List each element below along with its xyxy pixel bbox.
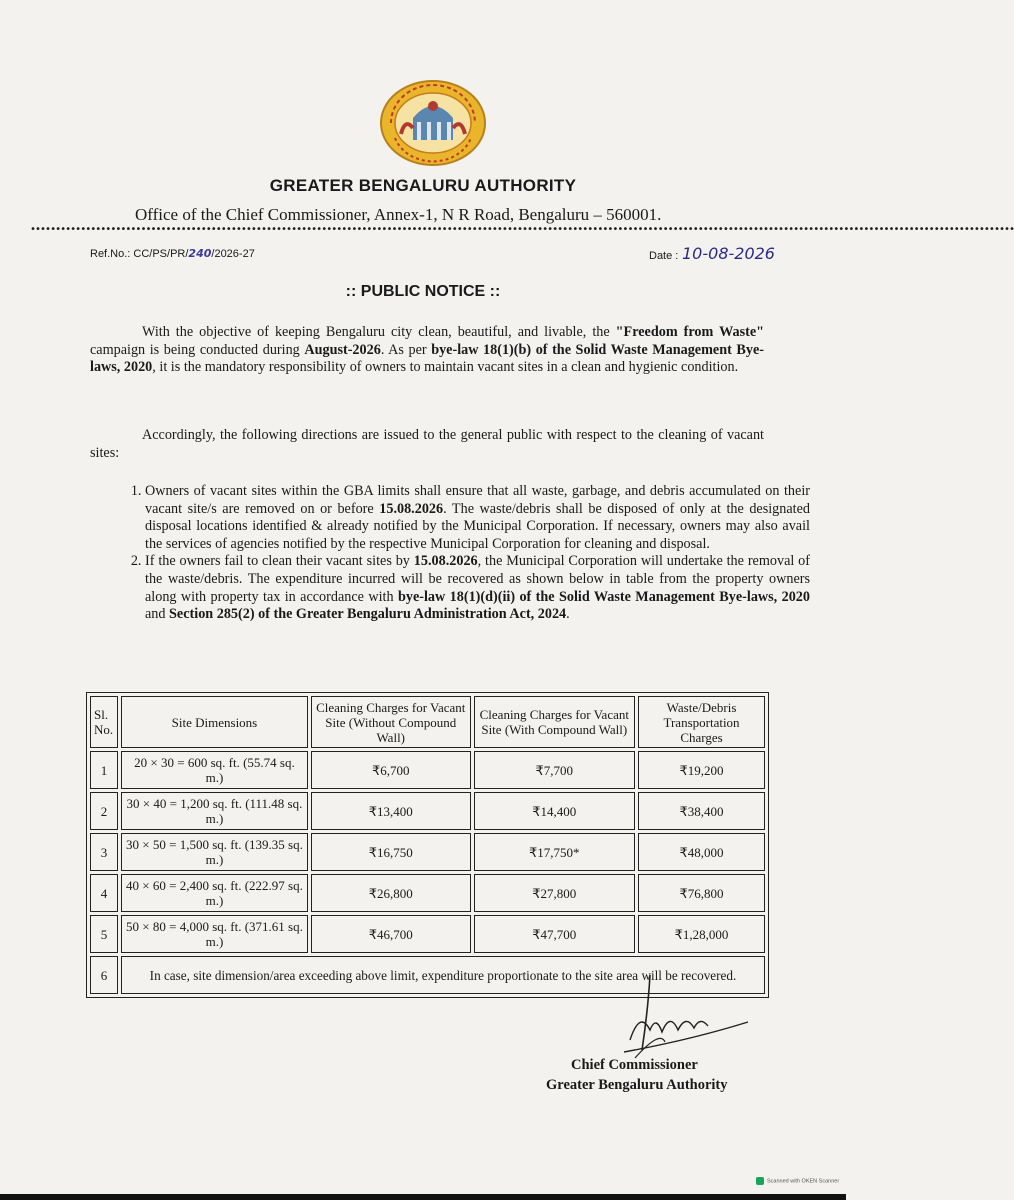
cell-dimension: 40 × 60 = 2,400 sq. ft. (222.97 sq. m.) xyxy=(121,874,308,912)
table-row xyxy=(90,792,765,830)
cell-sl: 5 xyxy=(90,915,118,953)
cell-dimension: 30 × 50 = 1,500 sq. ft. (139.35 sq. m.) xyxy=(121,833,308,871)
ref-suffix: /2026-27 xyxy=(211,248,255,260)
ref-prefix: Ref.No.: CC/PS/PR/ xyxy=(90,248,189,260)
cell-sl: 6 xyxy=(90,956,118,994)
signature-scribble xyxy=(590,970,750,1060)
bottom-edge-bar xyxy=(0,1194,846,1200)
cell-transport: ₹38,400 xyxy=(638,792,765,830)
signatory-title: Chief Commissioner xyxy=(571,1057,698,1073)
cell-dimension: 50 × 80 = 4,000 sq. ft. (371.61 sq. m.) xyxy=(121,915,308,953)
paragraph-directions: Accordingly, the following directions are issued to the general public with respect to the cleaning of vacant sites: xyxy=(90,427,764,461)
notice-title: :: PUBLIC NOTICE :: xyxy=(345,283,501,300)
table-row xyxy=(90,833,765,871)
reference-number xyxy=(90,247,255,260)
dotted-divider: •••••••••••••••••••••••••••••••••••••••••••••••••••••••••••••••••••••••••••••••••••••••••••••••••••••••••••••••••••••••••••••••••••••••••••••••••••••••••••••••••••••••••••••••••••••••••••••••••••• xyxy=(30,224,1014,235)
cell-sl: 4 xyxy=(90,874,118,912)
org-title: GREATER BENGALURU AUTHORITY xyxy=(269,176,577,195)
charges-table xyxy=(86,692,769,998)
cell-transport: ₹48,000 xyxy=(638,833,765,871)
header-charges-without-wall: Cleaning Charges for Vacant Site (Without Compound Wall) xyxy=(311,696,471,748)
table-row xyxy=(90,874,765,912)
cell-without-wall: ₹16,750 xyxy=(311,833,471,871)
scanner-watermark: Scanned with OKEN Scanner xyxy=(756,1177,839,1185)
office-address: Office of the Chief Commissioner, Annex-1, N R Road, Bengaluru – 560001. xyxy=(135,205,662,224)
cell-with-wall: ₹14,400 xyxy=(474,792,636,830)
direction-item-2: 2. If the owners fail to clean their vacant sites by 15.08.2026, the Municipal Corporation will undertake the removal of the waste/debris. The expenditure incurred will be recovered as shown below in table from the property owners along with property tax in accordance with bye-law 18(1)(d)(ii) of the Solid Waste Management Bye-laws, 2020 and Section 285(2) of the Greater Bengaluru Administration Act, 2024. xyxy=(145,553,810,623)
date-label: Date : xyxy=(649,250,679,262)
date-handwritten: 10-08-2026 xyxy=(682,244,775,263)
cell-transport: ₹1,28,000 xyxy=(638,915,765,953)
cell-without-wall: ₹6,700 xyxy=(311,751,471,789)
direction-item-1: 1. Owners of vacant sites within the GBA limits shall ensure that all waste, garbage, and debris accumulated on their vacant site/s are removed on or before 15.08.2026. The waste/debris shall be disposed of only at the designated disposal locations identified & already notified by the Municipal Corporation. If necessary, owners may also avail the services of agencies notified by the respective Municipal Corporation for cleaning and disposal. xyxy=(145,483,810,553)
cell-without-wall: ₹13,400 xyxy=(311,792,471,830)
cell-sl: 2 xyxy=(90,792,118,830)
cell-with-wall: ₹27,800 xyxy=(474,874,636,912)
cell-dimension: 20 × 30 = 600 sq. ft. (55.74 sq. m.) xyxy=(121,751,308,789)
header-transport-charges: Waste/Debris Transportation Charges xyxy=(638,696,765,748)
header-charges-with-wall: Cleaning Charges for Vacant Site (With Compound Wall) xyxy=(474,696,636,748)
cell-sl: 1 xyxy=(90,751,118,789)
scanner-logo-icon xyxy=(756,1177,764,1185)
cell-note: In case, site dimension/area exceeding above limit, expenditure proportionate to the site area will be recovered. xyxy=(121,956,765,994)
paragraph-intro: With the objective of keeping Bengaluru city clean, beautiful, and livable, the "Freedom from Waste" campaign is being conducted during August-2026. As per bye-law 18(1)(b) of the Solid Waste Management Bye-laws, 2020, it is the mandatory responsibility of owners to maintain vacant sites in a clean and hygienic condition. xyxy=(90,324,764,376)
cell-transport: ₹19,200 xyxy=(638,751,765,789)
cell-transport: ₹76,800 xyxy=(638,874,765,912)
cell-sl: 3 xyxy=(90,833,118,871)
header-site-dimensions: Site Dimensions xyxy=(121,696,308,748)
cell-without-wall: ₹46,700 xyxy=(311,915,471,953)
cell-without-wall: ₹26,800 xyxy=(311,874,471,912)
table-row xyxy=(90,751,765,789)
table-header-row xyxy=(90,696,765,748)
header-sl-no: Sl. No. xyxy=(90,696,118,748)
signatory-organization: Greater Bengaluru Authority xyxy=(546,1077,728,1093)
cell-with-wall: ₹47,700 xyxy=(474,915,636,953)
table-row xyxy=(90,915,765,953)
directions-list xyxy=(100,483,810,624)
ref-handwritten-number: 240 xyxy=(188,247,212,260)
cell-dimension: 30 × 40 = 1,200 sq. ft. (111.48 sq. m.) xyxy=(121,792,308,830)
gba-emblem-icon xyxy=(377,78,489,168)
cell-with-wall: ₹17,750* xyxy=(474,833,636,871)
cell-with-wall: ₹7,700 xyxy=(474,751,636,789)
